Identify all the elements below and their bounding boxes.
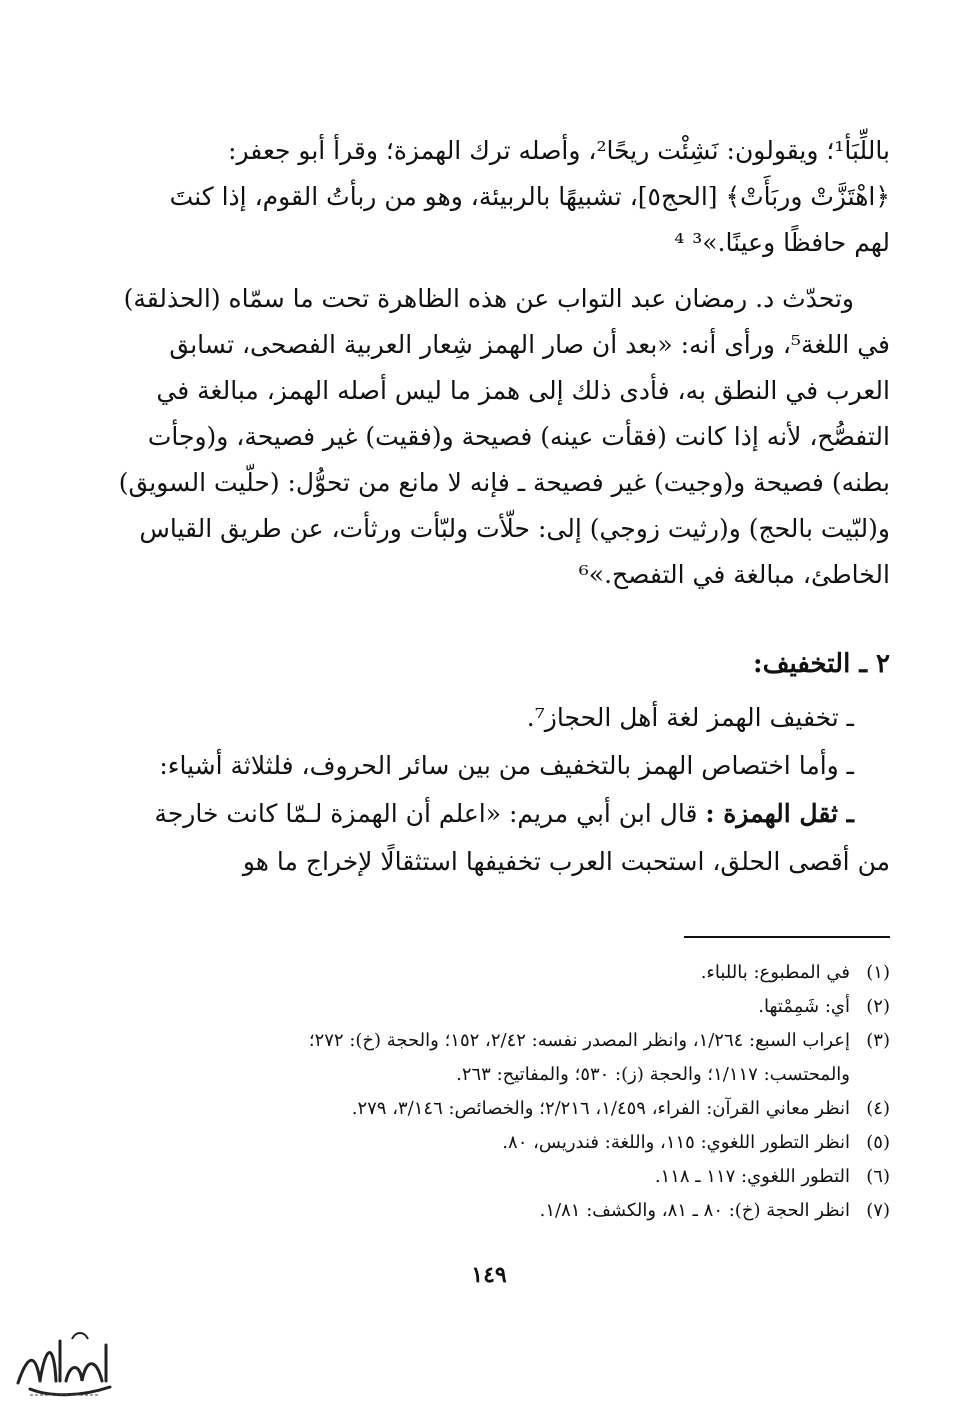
footnote-text: انظر الحجة (خ): ٨٠ ـ ٨١، والكشف: ١/٨١. [539, 1200, 850, 1221]
text-line: في اللغة⁵، ورأى أنه: «بعد أن صار الهمز شِعار العربية الفصحى، تسابق [169, 330, 890, 359]
footnote-number: (٦) [866, 1166, 890, 1187]
text-line: باللِّبَأ¹؛ ويقولون: نَشِئْت ريحًا²، وأصله ترك الهمزة؛ وقرأ أبو جعفر: [228, 136, 890, 165]
footnote-text: انظر معاني القرآن: الفراء، ١/٤٥٩، ٢/٢١٦؛ والخصائص: ٣/١٤٦، ٢٧٩. [351, 1098, 850, 1119]
footnotes [84, 956, 890, 1228]
text-line: وتحدّث د. رمضان عبد التواب عن هذه الظاهرة تحت ما سمّاه (الحذلقة) [123, 284, 854, 313]
footnote-divider [684, 936, 890, 938]
footnote-text: في المطبوع: باللباء. [700, 962, 850, 983]
list-item-continuation: من أقصى الحلق، استحبت العرب تخفيفها استثقالًا لإخراج ما هو [242, 847, 890, 876]
paragraph-2 [84, 276, 890, 598]
page-number: ١٤٩ [471, 1262, 507, 1288]
footnote-text: التطور اللغوي: ١١٧ ـ ١١٨. [654, 1166, 850, 1187]
footnote-number: (٢) [866, 996, 890, 1017]
main-text [84, 128, 890, 886]
calligraphy-stamp-logo [10, 1323, 120, 1403]
footnote-text: انظر التطور اللغوي: ١١٥، واللغة: فندريس، ٨٠. [502, 1132, 850, 1153]
footnote-number: (٤) [866, 1098, 890, 1119]
footnote-text: إعراب السبع: ١/٢٦٤، وانظر المصدر نفسه: ٢/٤٢، ١٥٢؛ والحجة (خ): ٢٧٢؛ [308, 1030, 850, 1051]
text-line: لهم حافظًا وعينًا.»³ ⁴ [674, 228, 890, 257]
item-text: قال ابن أبي مريم: «اعلم أن الهمزة لـمّا كانت خارجة [154, 799, 706, 828]
text-line: و(لبّيت بالحج) و(رثيت زوجي) إلى: حلّأت ولبّأت ورثأت، عن طريق القياس [139, 514, 890, 543]
footnote-number: (١) [866, 962, 890, 983]
footnote [84, 990, 890, 1024]
footnote-number: (٧) [866, 1200, 890, 1221]
footnote [84, 1194, 890, 1228]
footnote-continuation: والمحتسب: ١/١١٧؛ والحجة (ز): ٥٣٠؛ والمفاتيح: ٢٦٣. [456, 1064, 850, 1085]
text-line: ﴿اهْتَزَّتْ وربَأَتْ﴾ [الحج٥]، تشبيهًا بالربيئة، وهو من ربأتُ القوم، إذا كنتَ [169, 182, 890, 211]
item-bold-lead: ـ ثقل الهمزة : [705, 799, 854, 828]
footnote [84, 1160, 890, 1194]
section-heading: ٢ ـ التخفيف: [753, 649, 890, 679]
text-line: بطنه) فصيحة و(وجيت) غير فصيحة ـ فإنه لا مانع من تحوُّل: (حلّيت السويق) [118, 468, 890, 497]
footnote-number: (٥) [866, 1132, 890, 1153]
footnote [84, 1126, 890, 1160]
footnote [84, 1024, 890, 1058]
paragraph-1 [84, 128, 890, 266]
list-item [84, 790, 890, 838]
list-item: ـ وأما اختصاص الهمز بالتخفيف من بين سائر الحروف، فلثلاثة أشياء: [159, 751, 854, 780]
text-line: العرب في النطق به، فأدى ذلك إلى همز ما ليس أصله الهمز، مبالغة في [156, 376, 890, 405]
text-line: التفصُّح، لأنه إذا كانت (فقأت عينه) فصيحة و(فقيت) غير فصيحة، و(وجأت [147, 422, 890, 451]
footnote-number: (٣) [866, 1030, 890, 1051]
footnote [84, 1092, 890, 1126]
list-item: ـ تخفيف الهمز لغة أهل الحجاز⁷. [526, 703, 854, 732]
text-line: الخاطئ، مبالغة في التفصح.»⁶ [578, 560, 890, 589]
footnote-text: أي: شَمِمْتها. [758, 996, 850, 1017]
footnote [84, 956, 890, 990]
